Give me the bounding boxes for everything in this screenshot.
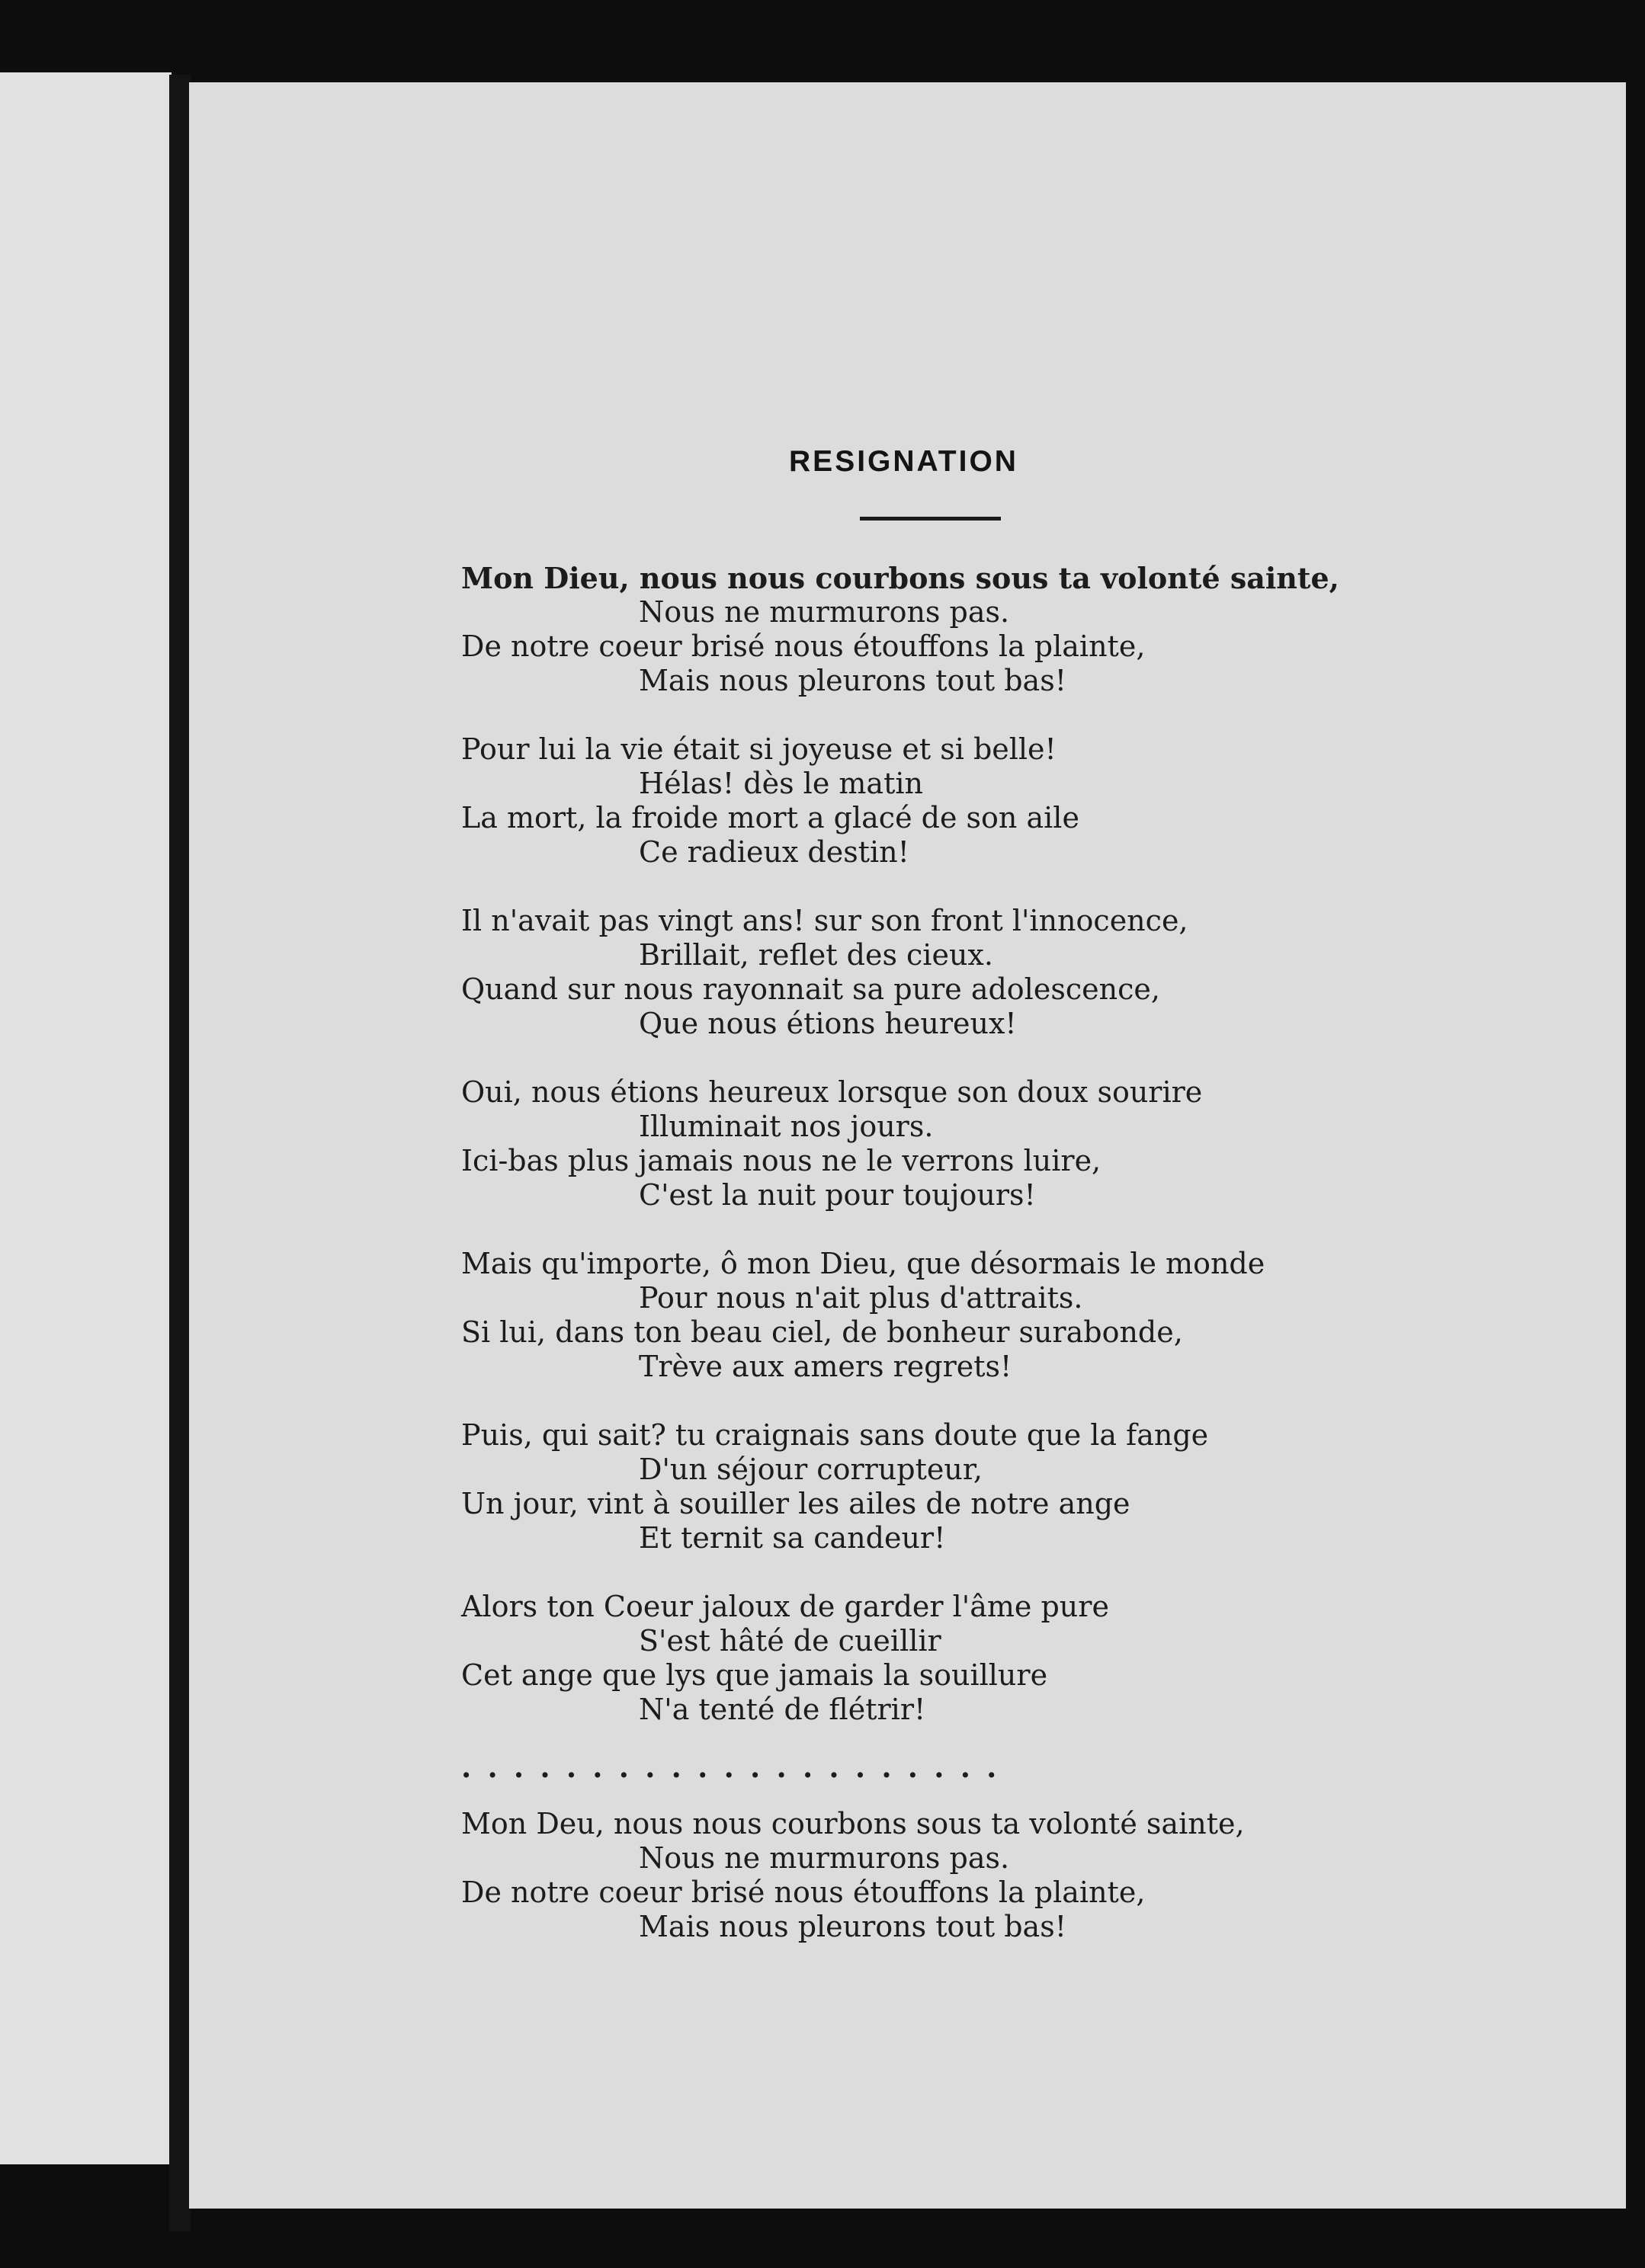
verse-line: Mais qu'importe, ô mon Dieu, que désormais le monde (461, 1247, 1265, 1280)
title-rule (860, 517, 1001, 521)
stanza (461, 1418, 1452, 1555)
stanza (461, 1247, 1452, 1384)
verse-line: Mon Deu, nous nous courbons sous ta volonté sainte, (461, 1807, 1245, 1840)
verse-line: Mon Dieu, nous nous courbons sous ta volonté sainte, (461, 561, 1339, 595)
verse-line: Pour nous n'ait plus d'attraits. (639, 1281, 1083, 1315)
dotted-separator: . . . . . . . . . . . . . . . . . . . . . (461, 1750, 1000, 1784)
verse-line: Mais nous pleurons tout bas! (639, 664, 1066, 697)
stanza-gap (461, 870, 1452, 904)
verse-line: C'est la nuit pour toujours! (639, 1178, 1036, 1212)
verse-line: Si lui, dans ton beau ciel, de bonheur surabonde, (461, 1315, 1183, 1349)
stanza-gap (461, 1384, 1452, 1418)
verse-line: Ici-bas plus jamais nous ne le verrons luire, (461, 1144, 1101, 1177)
stanza (461, 732, 1452, 870)
verse-line: Nous ne murmurons pas. (639, 595, 1010, 629)
refrain-stanza (461, 1807, 1452, 1944)
verse-line: Alors ton Coeur jaloux de garder l'âme pure (461, 1590, 1109, 1623)
verse-line: Il n'avait pas vingt ans! sur son front l'innocence, (461, 904, 1188, 937)
verse-line: De notre coeur brisé nous étouffons la plainte, (461, 629, 1146, 663)
stanza (461, 904, 1452, 1041)
verse-line: Brillait, reflet des cieux. (639, 938, 993, 972)
verse-line: Oui, nous étions heureux lorsque son doux sourire (461, 1075, 1203, 1109)
verse-line: Et ternit sa candeur! (639, 1521, 946, 1555)
verse-line: Trève aux amers regrets! (639, 1350, 1012, 1383)
stanza (461, 1075, 1452, 1212)
verse-line: D'un séjour corrupteur, (639, 1453, 983, 1486)
verse-line: Un jour, vint à souiller les ailes de notre ange (461, 1487, 1130, 1520)
verse-line: S'est hâté de cueillir (639, 1624, 941, 1658)
verse-line: Cet ange que lys que jamais la souillure (461, 1658, 1048, 1692)
verse-line: Mais nous pleurons tout bas! (639, 1910, 1066, 1943)
verse-line: N'a tenté de flétrir! (639, 1693, 926, 1726)
verse-line: Hélas! dès le matin (639, 767, 923, 800)
stanza-gap (461, 1041, 1452, 1075)
verse-line: Nous ne murmurons pas. (639, 1841, 1010, 1875)
verse-line: Que nous étions heureux! (639, 1007, 1017, 1040)
stanza (461, 1590, 1452, 1727)
stanza-gap (461, 1555, 1452, 1590)
verse-line: De notre coeur brisé nous étouffons la plainte, (461, 1876, 1146, 1909)
verse-line: Illuminait nos jours. (639, 1110, 934, 1143)
verse-line: Quand sur nous rayonnait sa pure adolescence, (461, 972, 1160, 1006)
stanza-gap (461, 1212, 1452, 1247)
poem-body (461, 561, 1452, 1944)
verse-line: Ce radieux destin! (639, 835, 909, 869)
stanza (461, 561, 1452, 698)
book-spine (169, 75, 191, 2231)
verse-line: La mort, la froide mort a glacé de son aile (461, 801, 1079, 834)
page (189, 82, 1626, 2209)
verse-line: Puis, qui sait? tu craignais sans doute que la fange (461, 1418, 1209, 1452)
poem-title: RESIGNATION (789, 445, 1018, 478)
stanza-gap (461, 698, 1452, 732)
verse-line: Pour lui la vie était si joyeuse et si belle! (461, 732, 1057, 766)
left-page-edge (0, 72, 172, 2164)
